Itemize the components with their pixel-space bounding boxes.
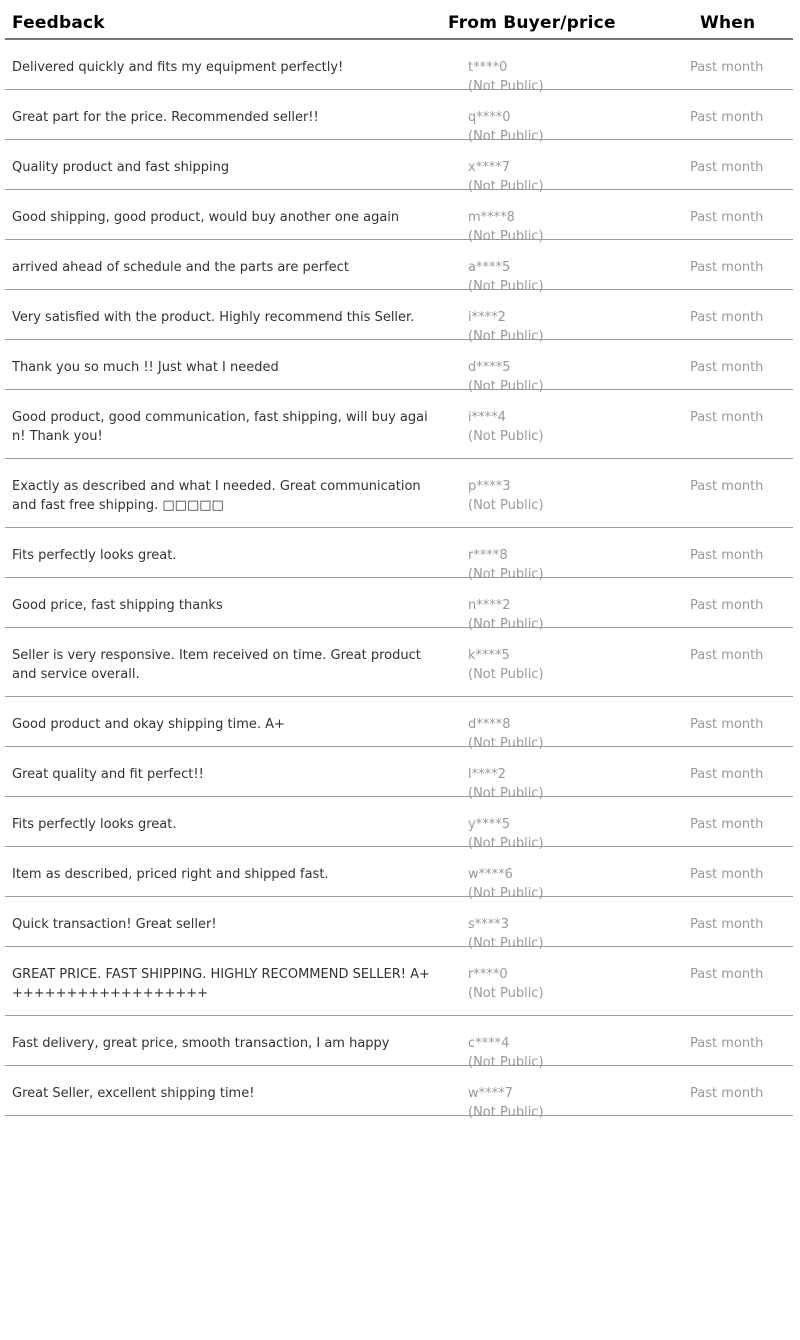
buyer-id: w****7 xyxy=(468,1086,513,1101)
when-text: Past month xyxy=(690,1086,764,1101)
buyer-box xyxy=(468,408,690,444)
buyer-cell xyxy=(448,1034,690,1070)
when-text: Past month xyxy=(690,648,764,663)
feedback-text: Good shipping, good product, would buy another one again xyxy=(12,210,400,225)
buyer-cell xyxy=(448,58,690,94)
buyer-box xyxy=(468,358,690,394)
buyer-privacy-label: (Not Public) xyxy=(468,1105,544,1120)
feedback-row xyxy=(5,90,793,144)
buyer-cell xyxy=(448,715,690,751)
buyer-id: d****8 xyxy=(468,717,511,732)
feedback-text: Great quality and fit perfect!! xyxy=(12,767,204,782)
buyer-box xyxy=(468,646,690,682)
feedback-text: Fast delivery, great price, smooth transaction, I am happy xyxy=(12,1036,390,1051)
buyer-privacy-label: (Not Public) xyxy=(468,429,544,444)
buyer-id: r****8 xyxy=(468,548,508,563)
feedback-text: Fits perfectly looks great. xyxy=(12,817,177,832)
when-text: Past month xyxy=(690,717,764,732)
feedback-row xyxy=(5,190,793,244)
feedback-row xyxy=(5,528,793,582)
feedback-text: arrived ahead of schedule and the parts are perfect xyxy=(12,260,349,275)
when-text: Past month xyxy=(690,110,764,125)
feedback-row xyxy=(5,797,793,851)
buyer-privacy-label: (Not Public) xyxy=(468,379,544,394)
buyer-id: i****4 xyxy=(468,410,506,425)
feedback-text: Good product, good communication, fast shipping, will buy again! Thank you! xyxy=(12,410,428,444)
buyer-id: t****0 xyxy=(468,60,508,75)
table-header-row xyxy=(5,0,793,40)
feedback-row xyxy=(5,578,793,632)
when-text: Past month xyxy=(690,767,764,782)
feedback-row xyxy=(5,897,793,951)
buyer-box xyxy=(468,108,690,144)
buyer-id: c****4 xyxy=(468,1036,510,1051)
feedback-row xyxy=(5,1016,793,1070)
buyer-id: d****5 xyxy=(468,360,511,375)
buyer-privacy-label: (Not Public) xyxy=(468,936,544,951)
feedback-row xyxy=(5,947,793,1016)
buyer-privacy-label: (Not Public) xyxy=(468,1055,544,1070)
feedback-text: Good product and okay shipping time. A+ xyxy=(12,717,285,732)
buyer-cell xyxy=(448,915,690,951)
when-text: Past month xyxy=(690,60,764,75)
buyer-id: i****2 xyxy=(468,310,506,325)
buyer-cell xyxy=(448,308,690,344)
feedback-row xyxy=(5,340,793,394)
buyer-box xyxy=(468,715,690,751)
feedback-text: Quality product and fast shipping xyxy=(12,160,230,175)
column-header-feedback: Feedback xyxy=(12,13,105,33)
feedback-row xyxy=(5,240,793,294)
feedback-text: Thank you so much !! Just what I needed xyxy=(12,360,279,375)
buyer-cell xyxy=(448,208,690,244)
buyer-id: w****6 xyxy=(468,867,513,882)
when-text: Past month xyxy=(690,210,764,225)
feedback-row xyxy=(5,847,793,901)
buyer-id: q****0 xyxy=(468,110,511,125)
buyer-id: r****0 xyxy=(468,967,508,982)
buyer-box xyxy=(468,596,690,632)
feedback-text: Item as described, priced right and shipped fast. xyxy=(12,867,329,882)
when-text: Past month xyxy=(690,360,764,375)
feedback-text: Seller is very responsive. Item received on time. Great product and service overall. xyxy=(12,648,421,682)
buyer-box xyxy=(468,477,690,513)
feedback-row xyxy=(5,1066,793,1120)
when-text: Past month xyxy=(690,479,764,494)
feedback-row xyxy=(5,697,793,751)
feedback-row xyxy=(5,40,793,94)
buyer-cell xyxy=(448,596,690,632)
when-text: Past month xyxy=(690,867,764,882)
buyer-box xyxy=(468,765,690,801)
buyer-box xyxy=(468,258,690,294)
when-text: Past month xyxy=(690,160,764,175)
buyer-box xyxy=(468,965,690,1001)
buyer-privacy-label: (Not Public) xyxy=(468,736,544,751)
buyer-cell xyxy=(448,1084,690,1120)
buyer-box xyxy=(468,308,690,344)
buyer-privacy-label: (Not Public) xyxy=(468,329,544,344)
buyer-privacy-label: (Not Public) xyxy=(468,229,544,244)
feedback-row xyxy=(5,628,793,697)
buyer-id: k****5 xyxy=(468,648,510,663)
buyer-privacy-label: (Not Public) xyxy=(468,986,544,1001)
buyer-box xyxy=(468,58,690,94)
buyer-privacy-label: (Not Public) xyxy=(468,667,544,682)
buyer-cell xyxy=(448,865,690,901)
buyer-box xyxy=(468,815,690,851)
buyer-privacy-label: (Not Public) xyxy=(468,886,544,901)
buyer-privacy-label: (Not Public) xyxy=(468,617,544,632)
buyer-id: y****5 xyxy=(468,817,510,832)
feedback-text: Exactly as described and what I needed. Great communication and fast free shipping. □□□□□ xyxy=(12,479,421,513)
buyer-box xyxy=(468,915,690,951)
when-text: Past month xyxy=(690,410,764,425)
feedback-row xyxy=(5,459,793,528)
buyer-cell xyxy=(448,477,690,515)
feedback-row xyxy=(5,747,793,801)
column-header-from-buyer-price: From Buyer/price xyxy=(448,13,616,33)
buyer-privacy-label: (Not Public) xyxy=(468,129,544,144)
feedback-text: Fits perfectly looks great. xyxy=(12,548,177,563)
feedback-row xyxy=(5,390,793,459)
feedback-text: Very satisfied with the product. Highly recommend this Seller. xyxy=(12,310,415,325)
buyer-privacy-label: (Not Public) xyxy=(468,836,544,851)
buyer-id: m****8 xyxy=(468,210,515,225)
buyer-privacy-label: (Not Public) xyxy=(468,79,544,94)
feedback-text: Great Seller, excellent shipping time! xyxy=(12,1086,255,1101)
feedback-text: Great part for the price. Recommended seller!! xyxy=(12,110,319,125)
when-text: Past month xyxy=(690,548,764,563)
when-text: Past month xyxy=(690,817,764,832)
buyer-id: s****3 xyxy=(468,917,510,932)
buyer-box xyxy=(468,1084,690,1120)
when-text: Past month xyxy=(690,967,764,982)
buyer-privacy-label: (Not Public) xyxy=(468,498,544,513)
buyer-id: x****7 xyxy=(468,160,510,175)
buyer-cell xyxy=(448,815,690,851)
buyer-id: l****2 xyxy=(468,767,506,782)
buyer-cell xyxy=(448,358,690,394)
buyer-cell xyxy=(448,965,690,1003)
buyer-id: a****5 xyxy=(468,260,511,275)
buyer-privacy-label: (Not Public) xyxy=(468,567,544,582)
buyer-cell xyxy=(448,546,690,582)
when-text: Past month xyxy=(690,598,764,613)
when-text: Past month xyxy=(690,917,764,932)
feedback-row xyxy=(5,290,793,344)
buyer-privacy-label: (Not Public) xyxy=(468,786,544,801)
buyer-cell xyxy=(448,408,690,446)
feedback-text: Quick transaction! Great seller! xyxy=(12,917,217,932)
buyer-cell xyxy=(448,158,690,194)
feedback-table xyxy=(5,0,793,1120)
table-body xyxy=(5,40,793,1120)
buyer-box xyxy=(468,546,690,582)
when-text: Past month xyxy=(690,1036,764,1051)
buyer-privacy-label: (Not Public) xyxy=(468,179,544,194)
buyer-cell xyxy=(448,646,690,684)
column-header-when: When xyxy=(700,13,756,33)
feedback-text: Good price, fast shipping thanks xyxy=(12,598,223,613)
feedback-text: GREAT PRICE. FAST SHIPPING. HIGHLY RECOMMEND SELLER! A+++++++++++++++++++ xyxy=(12,967,430,1001)
feedback-text: Delivered quickly and fits my equipment perfectly! xyxy=(12,60,344,75)
buyer-box xyxy=(468,865,690,901)
when-text: Past month xyxy=(690,260,764,275)
buyer-id: p****3 xyxy=(468,479,511,494)
buyer-box xyxy=(468,208,690,244)
buyer-box xyxy=(468,158,690,194)
buyer-cell xyxy=(448,258,690,294)
buyer-cell xyxy=(448,108,690,144)
buyer-id: n****2 xyxy=(468,598,511,613)
buyer-box xyxy=(468,1034,690,1070)
feedback-row xyxy=(5,140,793,194)
buyer-cell xyxy=(448,765,690,801)
buyer-privacy-label: (Not Public) xyxy=(468,279,544,294)
when-text: Past month xyxy=(690,310,764,325)
